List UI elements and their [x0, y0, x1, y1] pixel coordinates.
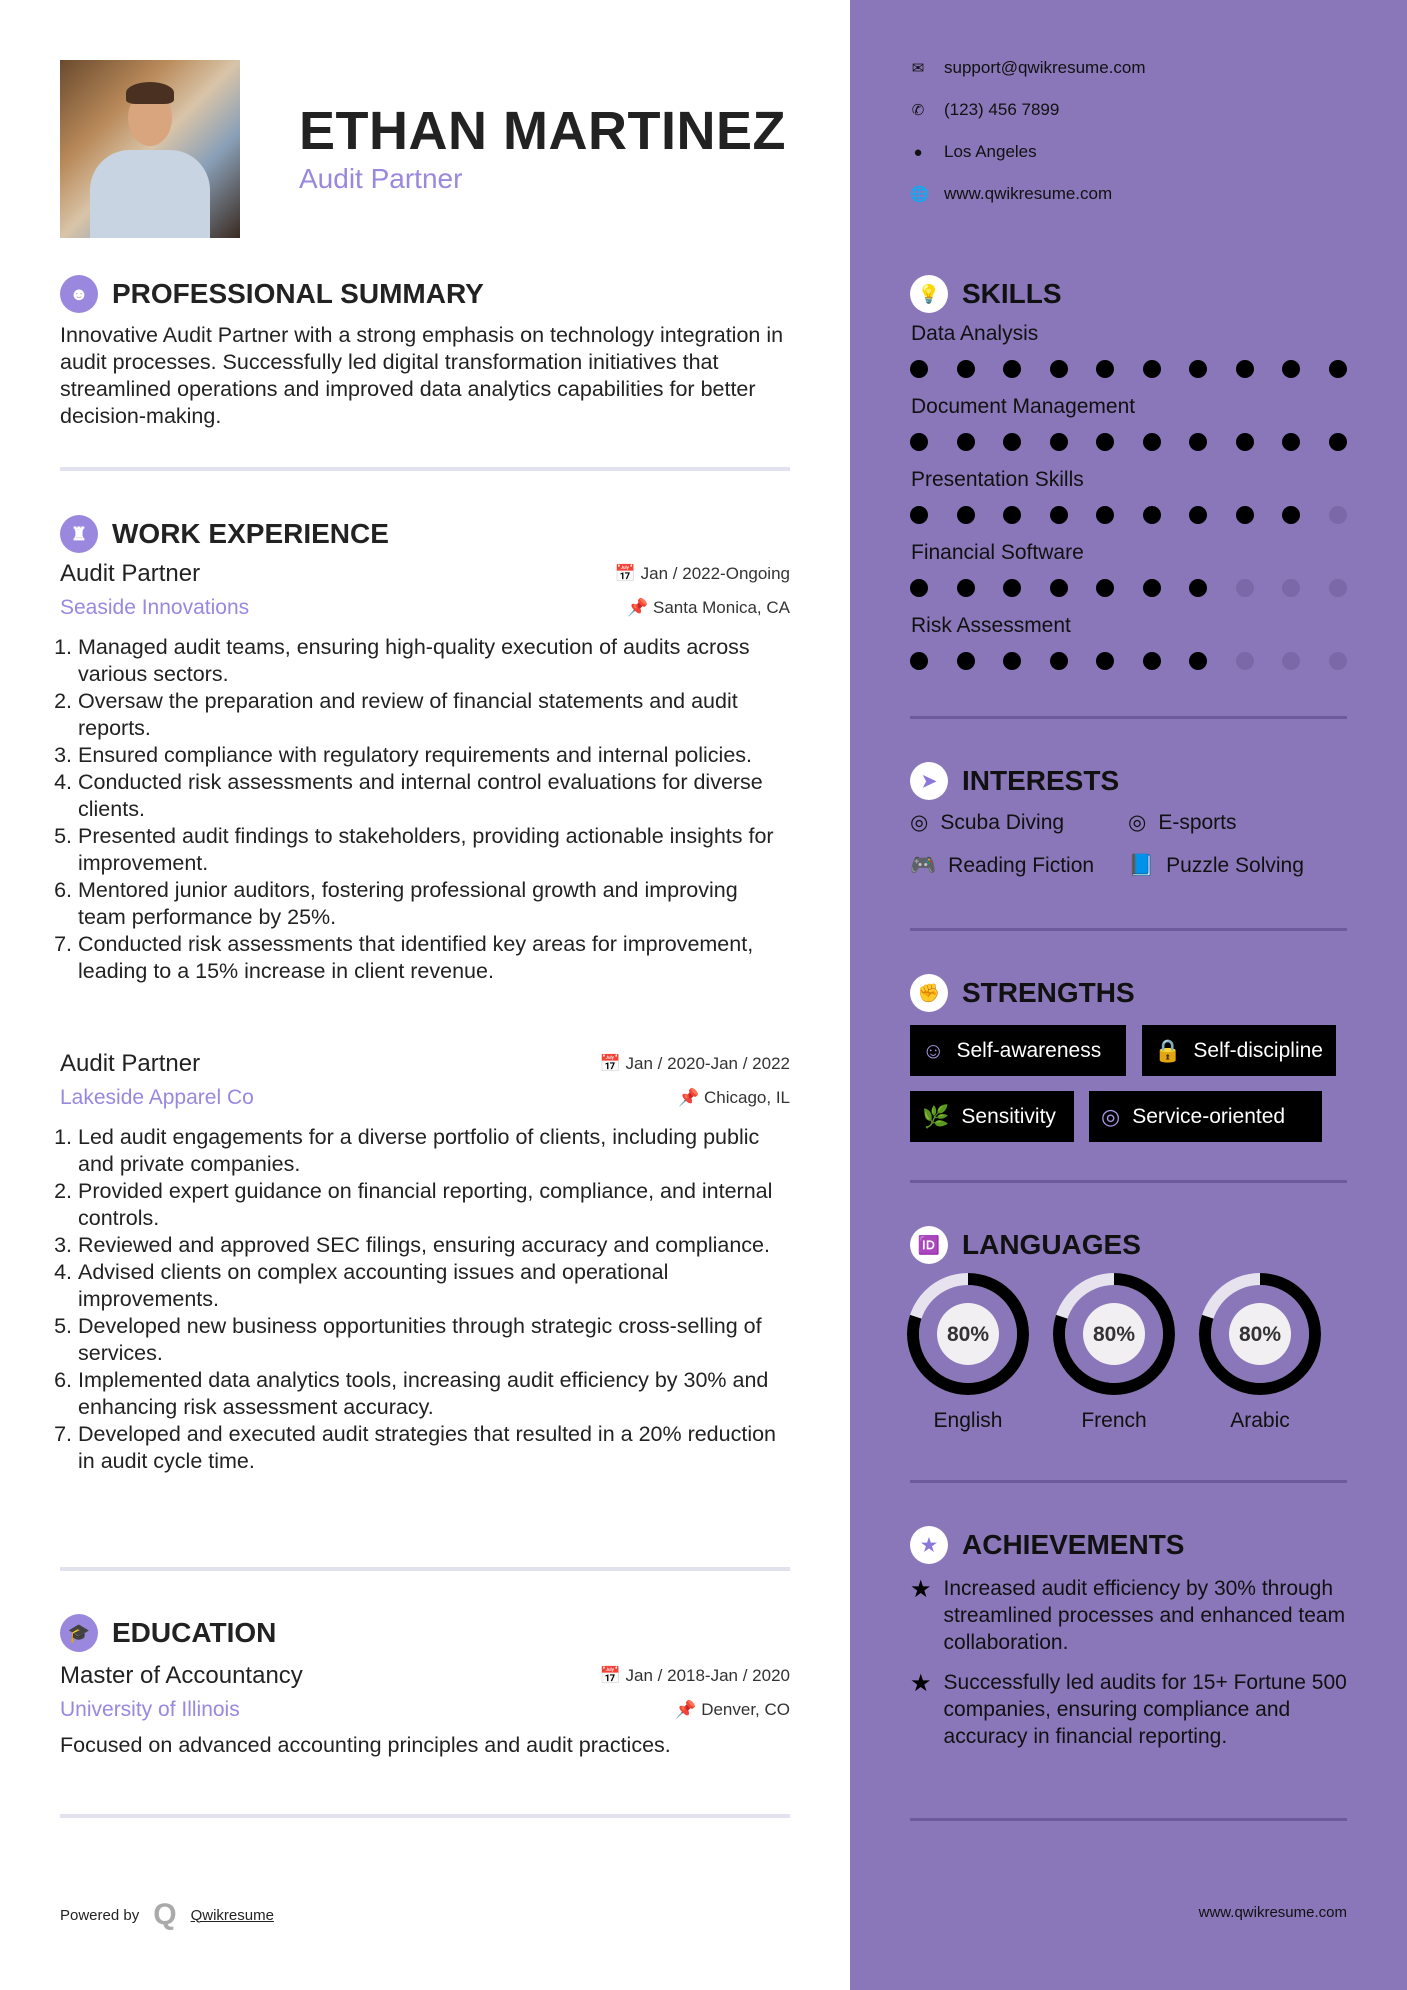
strength-tag	[1089, 1091, 1322, 1142]
list-item: 1. Led audit engagements for a diverse portfolio of clients, including public and private companies.	[78, 1124, 790, 1178]
skill-dot-empty	[1236, 652, 1254, 670]
life-ring-icon: ◎	[1128, 811, 1147, 834]
leaf-icon: 🌿	[922, 1103, 950, 1129]
fist-icon: ✊	[910, 974, 948, 1012]
job-title: Audit Partner	[60, 1050, 201, 1077]
skill-label: Financial Software	[911, 541, 1084, 564]
skill-dot-filled	[1050, 579, 1068, 597]
interest-label: Puzzle Solving	[1166, 854, 1304, 877]
skill-dot-filled	[1096, 360, 1114, 378]
summary-heading	[60, 275, 484, 313]
list-item: 7. Developed and executed audit strategies that resulted in a 20% reduction in audit cycle time.	[78, 1421, 790, 1475]
skill-dot-filled	[1096, 579, 1114, 597]
languages-heading-text: LANGUAGES	[962, 1229, 1141, 1260]
calendar-icon: 📅	[614, 564, 636, 583]
candidate-name: ETHAN MARTINEZ	[299, 101, 786, 161]
skill-dot-filled	[1050, 433, 1068, 451]
skill-dot-filled	[1189, 360, 1207, 378]
divider	[910, 1480, 1347, 1483]
skill-dot-filled	[1003, 360, 1021, 378]
achievement-text: Successfully led audits for 15+ Fortune 500 companies, ensuring compliance and accuracy in financial reporting.	[943, 1671, 1347, 1748]
achievements-heading	[910, 1526, 1184, 1564]
achievements-heading-text: ACHIEVEMENTS	[962, 1529, 1185, 1560]
skill-dot-filled	[1096, 652, 1114, 670]
interest-label: Reading Fiction	[948, 854, 1095, 877]
skill-dot-filled	[1096, 506, 1114, 524]
calendar-icon: 📅	[599, 1054, 621, 1073]
skill-dot-filled	[1282, 360, 1300, 378]
globe-icon: 🌐	[910, 186, 929, 203]
language-percent: 80%	[946, 1323, 990, 1346]
skill-dot-filled	[1282, 433, 1300, 451]
skill-dot-empty	[1329, 652, 1347, 670]
skill-dot-filled	[1050, 360, 1068, 378]
skill-label: Data Analysis	[911, 322, 1039, 345]
profile-photo	[60, 60, 240, 238]
contact-website	[910, 184, 1112, 204]
divider	[910, 1818, 1347, 1821]
summary-heading-text: PROFESSIONAL SUMMARY	[112, 278, 484, 309]
divider	[60, 1814, 790, 1818]
skill-rating	[910, 506, 1347, 524]
qwikresume-logo-icon: Q	[153, 1898, 177, 1931]
book-icon: 📘	[1128, 854, 1155, 877]
summary-text: Innovative Audit Partner with a strong emphasis on technology integration in audit processes. Successfully led digital transformation initiatives that streamlined operations and improved data analytics capabilities for better decision-making.	[60, 323, 784, 428]
language-percent: 80%	[1238, 1323, 1282, 1346]
shooting-star-icon: ★	[910, 1670, 932, 1697]
job-dates-text: Jan / 2022-Ongoing	[640, 564, 790, 583]
education-location	[675, 1700, 790, 1720]
interest-label: Scuba Diving	[940, 810, 1065, 834]
phone-icon: ✆	[911, 102, 925, 119]
skill-dot-filled	[1329, 433, 1347, 451]
skill-dot-filled	[910, 433, 928, 451]
interest-item	[1128, 854, 1304, 878]
skill-dot-filled	[1282, 506, 1300, 524]
interests-heading	[910, 762, 1119, 800]
list-item: 4. Conducted risk assessments and internal control evaluations for diverse clients.	[78, 769, 790, 823]
skill-rating	[910, 433, 1347, 451]
education-location-text: Denver, CO	[701, 1700, 790, 1719]
skill-dot-filled	[1003, 579, 1021, 597]
list-item: 2. Provided expert guidance on financial reporting, compliance, and internal controls.	[78, 1178, 790, 1232]
experience-heading-text: WORK EXPERIENCE	[112, 518, 389, 549]
skill-dot-filled	[1003, 652, 1021, 670]
contact-email	[910, 58, 1146, 78]
skill-dot-filled	[957, 652, 975, 670]
list-item: 5. Presented audit findings to stakeholders, providing actionable insights for improvement.	[78, 823, 790, 877]
interest-item	[910, 810, 1064, 835]
list-item: 1. Managed audit teams, ensuring high-quality execution of audits across various sectors.	[78, 634, 790, 688]
list-item: 3. Ensured compliance with regulatory requirements and internal policies.	[78, 742, 790, 769]
skill-dot-empty	[1329, 579, 1347, 597]
list-item: 3. Reviewed and approved SEC filings, ensuring accuracy and compliance.	[78, 1232, 790, 1259]
language-donut	[906, 1272, 1030, 1396]
list-item: 6. Implemented data analytics tools, increasing audit efficiency by 30% and enhancing risk assessment accuracy.	[78, 1367, 790, 1421]
envelope-icon: ✉	[911, 60, 925, 77]
powered-by-text: Powered by	[60, 1906, 140, 1924]
graduate-icon: 🎓	[60, 1614, 98, 1652]
list-item: 4. Advised clients on complex accounting issues and operational improvements.	[78, 1259, 790, 1313]
chair-icon: ♜	[60, 515, 98, 553]
strengths-heading-text: STRENGTHS	[962, 977, 1135, 1008]
skill-rating	[910, 360, 1347, 378]
skill-dot-filled	[957, 579, 975, 597]
gamepad-icon: 🎮	[910, 854, 937, 877]
skill-dot-filled	[1050, 652, 1068, 670]
skill-dot-filled	[1143, 360, 1161, 378]
school: University of Illinois	[60, 1698, 240, 1721]
skill-label: Presentation Skills	[911, 468, 1084, 491]
phone-text: (123) 456 7899	[944, 100, 1060, 119]
calendar-icon: 📅	[599, 1666, 621, 1685]
list-item: 5. Developed new business opportunities through strategic cross-selling of services.	[78, 1313, 790, 1367]
education-description: Focused on advanced accounting principles and audit practices.	[60, 1733, 671, 1757]
skill-dot-filled	[910, 579, 928, 597]
interest-label: E-sports	[1158, 810, 1237, 834]
divider	[60, 1567, 790, 1571]
job-location	[627, 598, 790, 618]
job-company: Lakeside Apparel Co	[60, 1086, 254, 1109]
skill-label: Risk Assessment	[911, 614, 1071, 637]
paper-plane-icon: ➤	[910, 762, 948, 800]
skill-dot-filled	[1003, 433, 1021, 451]
list-item: 7. Conducted risk assessments that identified key areas for improvement, leading to a 15% increase in client revenue.	[78, 931, 790, 985]
skill-dot-filled	[1189, 506, 1207, 524]
job-entry	[60, 560, 790, 985]
strength-tag	[1142, 1025, 1336, 1076]
skill-rating	[910, 579, 1347, 597]
job-dates	[600, 1054, 790, 1074]
star-badge-icon: ★	[910, 1526, 948, 1564]
shooting-star-icon: ★	[910, 1576, 932, 1603]
skill-dot-filled	[1236, 360, 1254, 378]
skill-dot-filled	[1143, 652, 1161, 670]
divider	[910, 1180, 1347, 1183]
education-entry	[60, 1662, 790, 1759]
job-company: Seaside Innovations	[60, 596, 250, 619]
qwikresume-link[interactable]: Qwikresume	[190, 1906, 274, 1924]
strength-tag	[910, 1025, 1126, 1076]
skill-dot-filled	[957, 506, 975, 524]
user-icon: ☻	[60, 275, 98, 313]
achievement-item	[910, 1669, 1347, 1750]
contact-phone	[910, 100, 1059, 120]
lock-icon: 🔒	[1154, 1037, 1182, 1063]
education-heading	[60, 1614, 276, 1652]
language-name: Arabic	[1230, 1409, 1290, 1432]
location-text: Los Angeles	[944, 142, 1037, 161]
skills-heading	[910, 275, 1062, 313]
skills-heading-text: SKILLS	[962, 278, 1062, 309]
job-location	[678, 1088, 790, 1108]
skill-dot-filled	[957, 433, 975, 451]
divider	[910, 716, 1347, 719]
job-dates	[615, 564, 790, 584]
job-bullets	[60, 1124, 790, 1475]
pin-icon: 📌	[627, 598, 649, 617]
language-donut	[1198, 1272, 1322, 1396]
skill-dot-filled	[1189, 433, 1207, 451]
skill-dot-filled	[910, 652, 928, 670]
strength-label: Self-discipline	[1193, 1038, 1323, 1062]
job-dates-text: Jan / 2020-Jan / 2022	[625, 1054, 790, 1073]
skill-dot-filled	[1329, 360, 1347, 378]
job-bullets	[60, 634, 790, 985]
language-item	[1041, 1272, 1187, 1433]
skill-dot-filled	[1096, 433, 1114, 451]
user-circle-icon: ☺	[922, 1037, 945, 1063]
skill-label: Document Management	[911, 395, 1136, 418]
skill-dot-filled	[1143, 433, 1161, 451]
language-name: French	[1081, 1409, 1147, 1432]
education-dates	[600, 1666, 790, 1686]
interest-item	[910, 854, 1094, 878]
achievement-text: Increased audit efficiency by 30% through streamlined processes and enhanced team collaboration.	[943, 1577, 1346, 1654]
list-item: 2. Oversaw the preparation and review of financial statements and audit reports.	[78, 688, 790, 742]
job-location-text: Santa Monica, CA	[652, 598, 790, 617]
skill-rating	[910, 652, 1347, 670]
lightbulb-icon: 💡	[910, 275, 948, 313]
map-marker-icon: ●	[913, 143, 923, 161]
strength-tag	[910, 1091, 1074, 1142]
language-name: English	[933, 1409, 1003, 1432]
footer-powered	[60, 1898, 274, 1932]
language-item	[1187, 1272, 1333, 1433]
degree: Master of Accountancy	[60, 1662, 303, 1689]
strength-label: Sensitivity	[961, 1104, 1056, 1128]
strengths-heading	[910, 974, 1135, 1012]
contact-location	[910, 142, 1037, 162]
skill-dot-filled	[1143, 579, 1161, 597]
list-item: 6. Mentored junior auditors, fostering professional growth and improving team performance by 25%.	[78, 877, 790, 931]
strength-label: Service-oriented	[1132, 1104, 1286, 1128]
website-text[interactable]: www.qwikresume.com	[944, 184, 1113, 203]
candidate-title: Audit Partner	[299, 163, 463, 194]
strength-label: Self-awareness	[956, 1038, 1102, 1062]
achievement-item	[910, 1575, 1347, 1656]
skill-dot-filled	[1189, 652, 1207, 670]
education-heading-text: EDUCATION	[112, 1617, 277, 1648]
job-title: Audit Partner	[60, 560, 201, 587]
skill-dot-filled	[910, 360, 928, 378]
pin-icon: 📌	[678, 1088, 700, 1107]
education-dates-text: Jan / 2018-Jan / 2020	[625, 1666, 790, 1685]
skill-dot-filled	[957, 360, 975, 378]
skill-dot-empty	[1236, 579, 1254, 597]
interests-heading-text: INTERESTS	[962, 765, 1120, 796]
skill-dot-empty	[1282, 652, 1300, 670]
language-item	[895, 1272, 1041, 1433]
language-percent: 80%	[1092, 1323, 1136, 1346]
skill-dot-filled	[1236, 433, 1254, 451]
skill-dot-empty	[1329, 506, 1347, 524]
email-text[interactable]: support@qwikresume.com	[944, 58, 1146, 77]
experience-heading	[60, 515, 389, 553]
skill-dot-filled	[1189, 579, 1207, 597]
divider	[910, 928, 1347, 931]
language-donut	[1052, 1272, 1176, 1396]
life-ring-icon: ◎	[1101, 1103, 1121, 1129]
job-entry	[60, 1050, 790, 1475]
language-card-icon: 🆔	[910, 1226, 948, 1264]
life-ring-icon: ◎	[910, 811, 929, 834]
skill-dot-filled	[1050, 506, 1068, 524]
languages-heading	[910, 1226, 1141, 1264]
skill-dot-filled	[1003, 506, 1021, 524]
job-location-text: Chicago, IL	[704, 1088, 790, 1107]
footer-website[interactable]: www.qwikresume.com	[1198, 1904, 1347, 1921]
skill-dot-empty	[1282, 579, 1300, 597]
interest-item	[1128, 810, 1237, 835]
divider	[60, 467, 790, 471]
skill-dot-filled	[1236, 506, 1254, 524]
skill-dot-filled	[1143, 506, 1161, 524]
pin-icon: 📌	[675, 1700, 697, 1719]
skill-dot-filled	[910, 506, 928, 524]
